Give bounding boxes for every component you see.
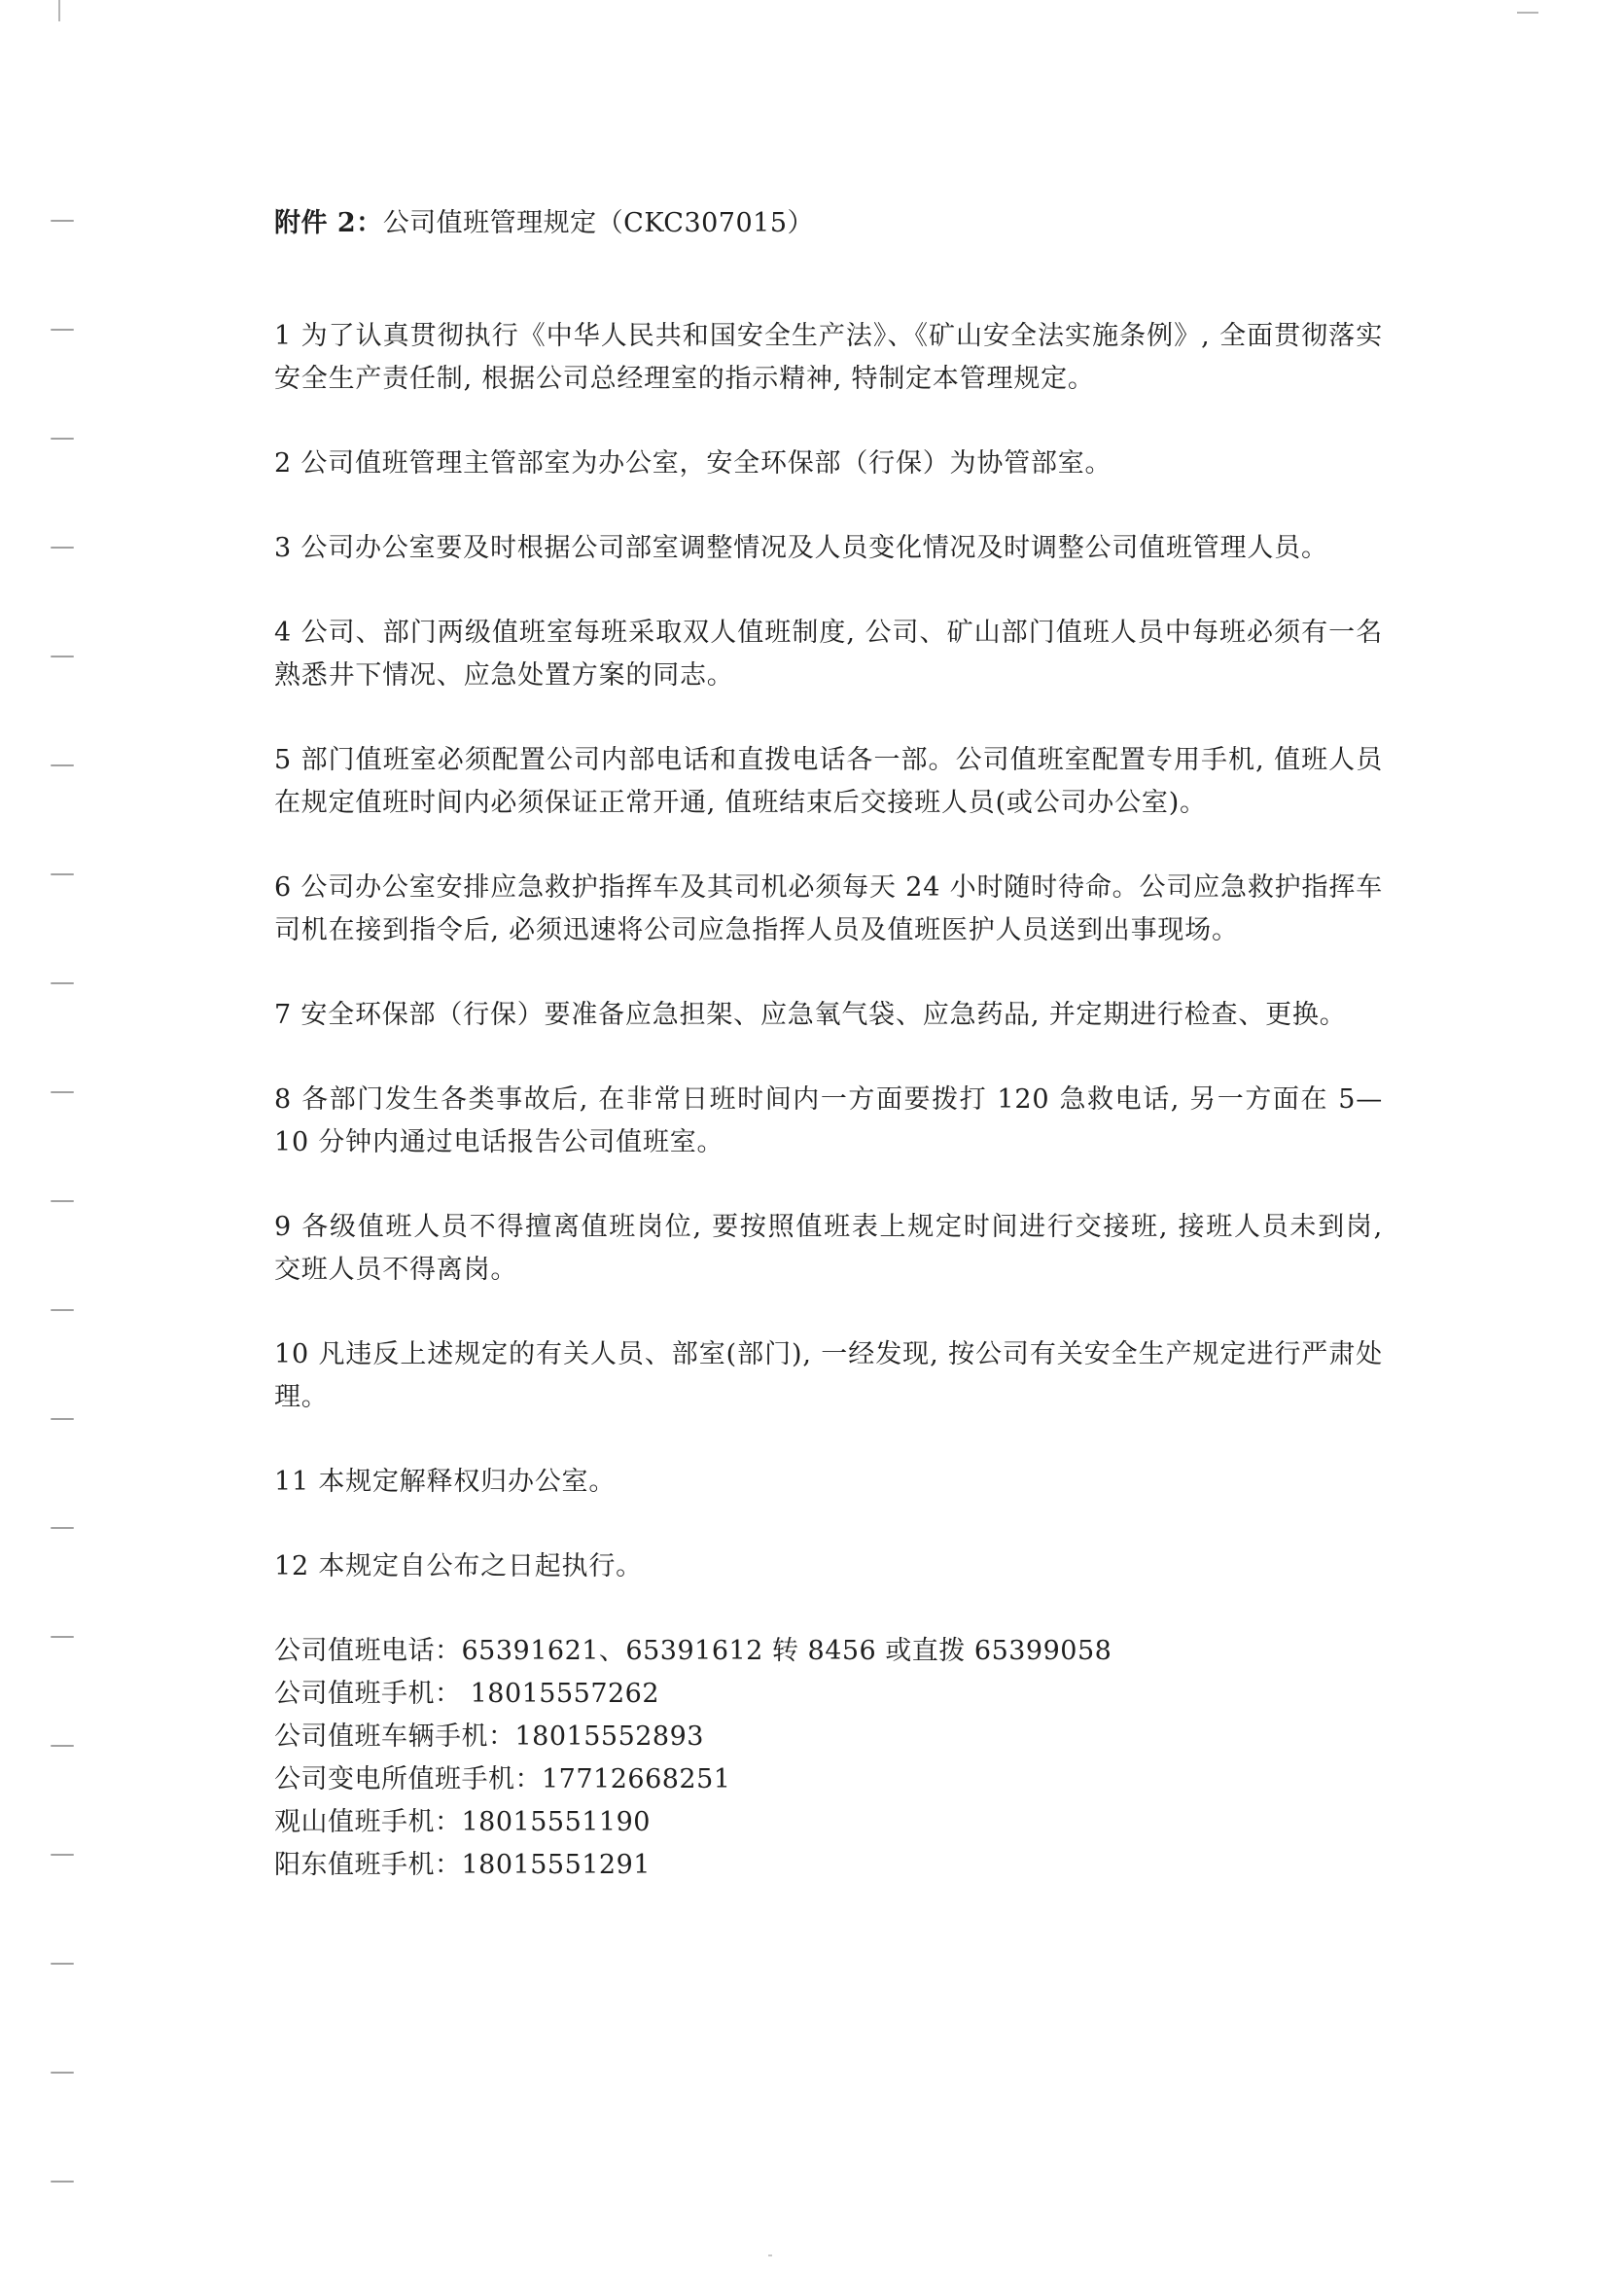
scan-speck <box>768 2254 772 2256</box>
duty-contact-list <box>274 1630 1383 1887</box>
binding-mark <box>51 1636 74 1638</box>
binding-mark <box>51 873 74 875</box>
binding-mark <box>51 1200 74 1202</box>
binding-mark <box>51 1091 74 1093</box>
clause-9: 9 各级值班人员不得擅离值班岗位, 要按照值班表上规定时间进行交接班, 接班人员未到岗, 交班人员不得离岗。 <box>274 1212 1383 1285</box>
contact-value: 18015551291 <box>461 1850 651 1880</box>
clause-1: 1 为了认真贯彻执行《中华人民共和国安全生产法》、《矿山安全法实施条例》, 全面贯彻落实安全生产责任制, 根据公司总经理室的指示精神, 特制定本管理规定。 <box>274 321 1383 394</box>
contact-label: 公司值班车辆手机： <box>274 1722 515 1752</box>
scan-edge-mark <box>1517 12 1538 14</box>
binding-mark <box>51 1745 74 1747</box>
contact-value: 18015551190 <box>461 1807 651 1837</box>
scan-edge-mark <box>58 0 60 21</box>
contact-label: 公司值班电话： <box>274 1636 462 1666</box>
contact-company-mobile <box>274 1673 1383 1716</box>
contact-label: 公司值班手机： <box>274 1679 462 1709</box>
binding-mark <box>51 1963 74 1965</box>
clause-4: 4 公司、部门两级值班室每班采取双人值班制度, 公司、矿山部门值班人员中每班必须有一名熟悉井下情况、应急处置方案的同志。 <box>274 618 1383 691</box>
clause-10: 10 凡违反上述规定的有关人员、部室(部门), 一经发现, 按公司有关安全生产规定进行严肃处理。 <box>274 1339 1383 1412</box>
binding-mark <box>51 220 74 222</box>
clause-12: 12 本规定自公布之日起执行。 <box>274 1551 643 1581</box>
document-title <box>274 204 1383 243</box>
binding-hole-marks <box>51 0 89 2272</box>
contact-yangdong-mobile <box>274 1844 1383 1887</box>
binding-mark <box>51 1527 74 1529</box>
contact-label: 观山值班手机： <box>274 1807 462 1837</box>
contact-value: 18015552893 <box>514 1722 704 1752</box>
clause-2: 2 公司值班管理主管部室为办公室，安全环保部（行保）为协管部室。 <box>274 448 1112 479</box>
binding-mark <box>51 1854 74 1856</box>
binding-mark <box>51 982 74 984</box>
contact-guanshan-mobile <box>274 1801 1383 1844</box>
contact-label: 阳东值班手机： <box>274 1850 462 1880</box>
contact-label: 公司变电所值班手机： <box>274 1764 542 1794</box>
clause-8: 8 各部门发生各类事故后, 在非常日班时间内一方面要拨打 120 急救电话, 另一方面在 5—10 分钟内通过电话报告公司值班室。 <box>274 1084 1383 1157</box>
clause-11: 11 本规定解释权归办公室。 <box>274 1467 617 1497</box>
binding-mark <box>51 329 74 331</box>
binding-mark <box>51 656 74 657</box>
contact-vehicle-mobile <box>274 1716 1383 1758</box>
contact-value: 18015557262 <box>461 1679 660 1709</box>
clause-7: 7 安全环保部（行保）要准备应急担架、应急氧气袋、应急药品, 并定期进行检查、更换。 <box>274 1000 1347 1030</box>
binding-mark <box>51 547 74 549</box>
binding-mark <box>51 764 74 766</box>
binding-mark <box>51 2072 74 2074</box>
binding-mark <box>51 1309 74 1311</box>
contact-value: 17712668251 <box>542 1764 731 1794</box>
document-body <box>274 204 1383 1887</box>
binding-mark <box>51 438 74 440</box>
contact-value: 65391621、65391612 转 8456 或直拨 65399058 <box>461 1636 1112 1666</box>
title-prefix: 附件 2： <box>274 208 383 238</box>
binding-mark <box>51 2181 74 2183</box>
binding-mark <box>51 1418 74 1420</box>
title-main: 公司值班管理规定（CKC307015） <box>382 208 815 238</box>
clause-6: 6 公司办公室安排应急救护指挥车及其司机必须每天 24 小时随时待命。公司应急救护指挥车司机在接到指令后, 必须迅速将公司应急指挥人员及值班医护人员送到出事现场。 <box>274 872 1383 945</box>
clause-3: 3 公司办公室要及时根据公司部室调整情况及人员变化情况及时调整公司值班管理人员。 <box>274 533 1328 563</box>
contact-company-phone <box>274 1630 1383 1673</box>
contact-substation-mobile <box>274 1758 1383 1801</box>
clause-5: 5 部门值班室必须配置公司内部电话和直拨电话各一部。公司值班室配置专用手机, 值班人员在规定值班时间内必须保证正常开通, 值班结束后交接班人员(或公司办公室)。 <box>274 745 1383 818</box>
